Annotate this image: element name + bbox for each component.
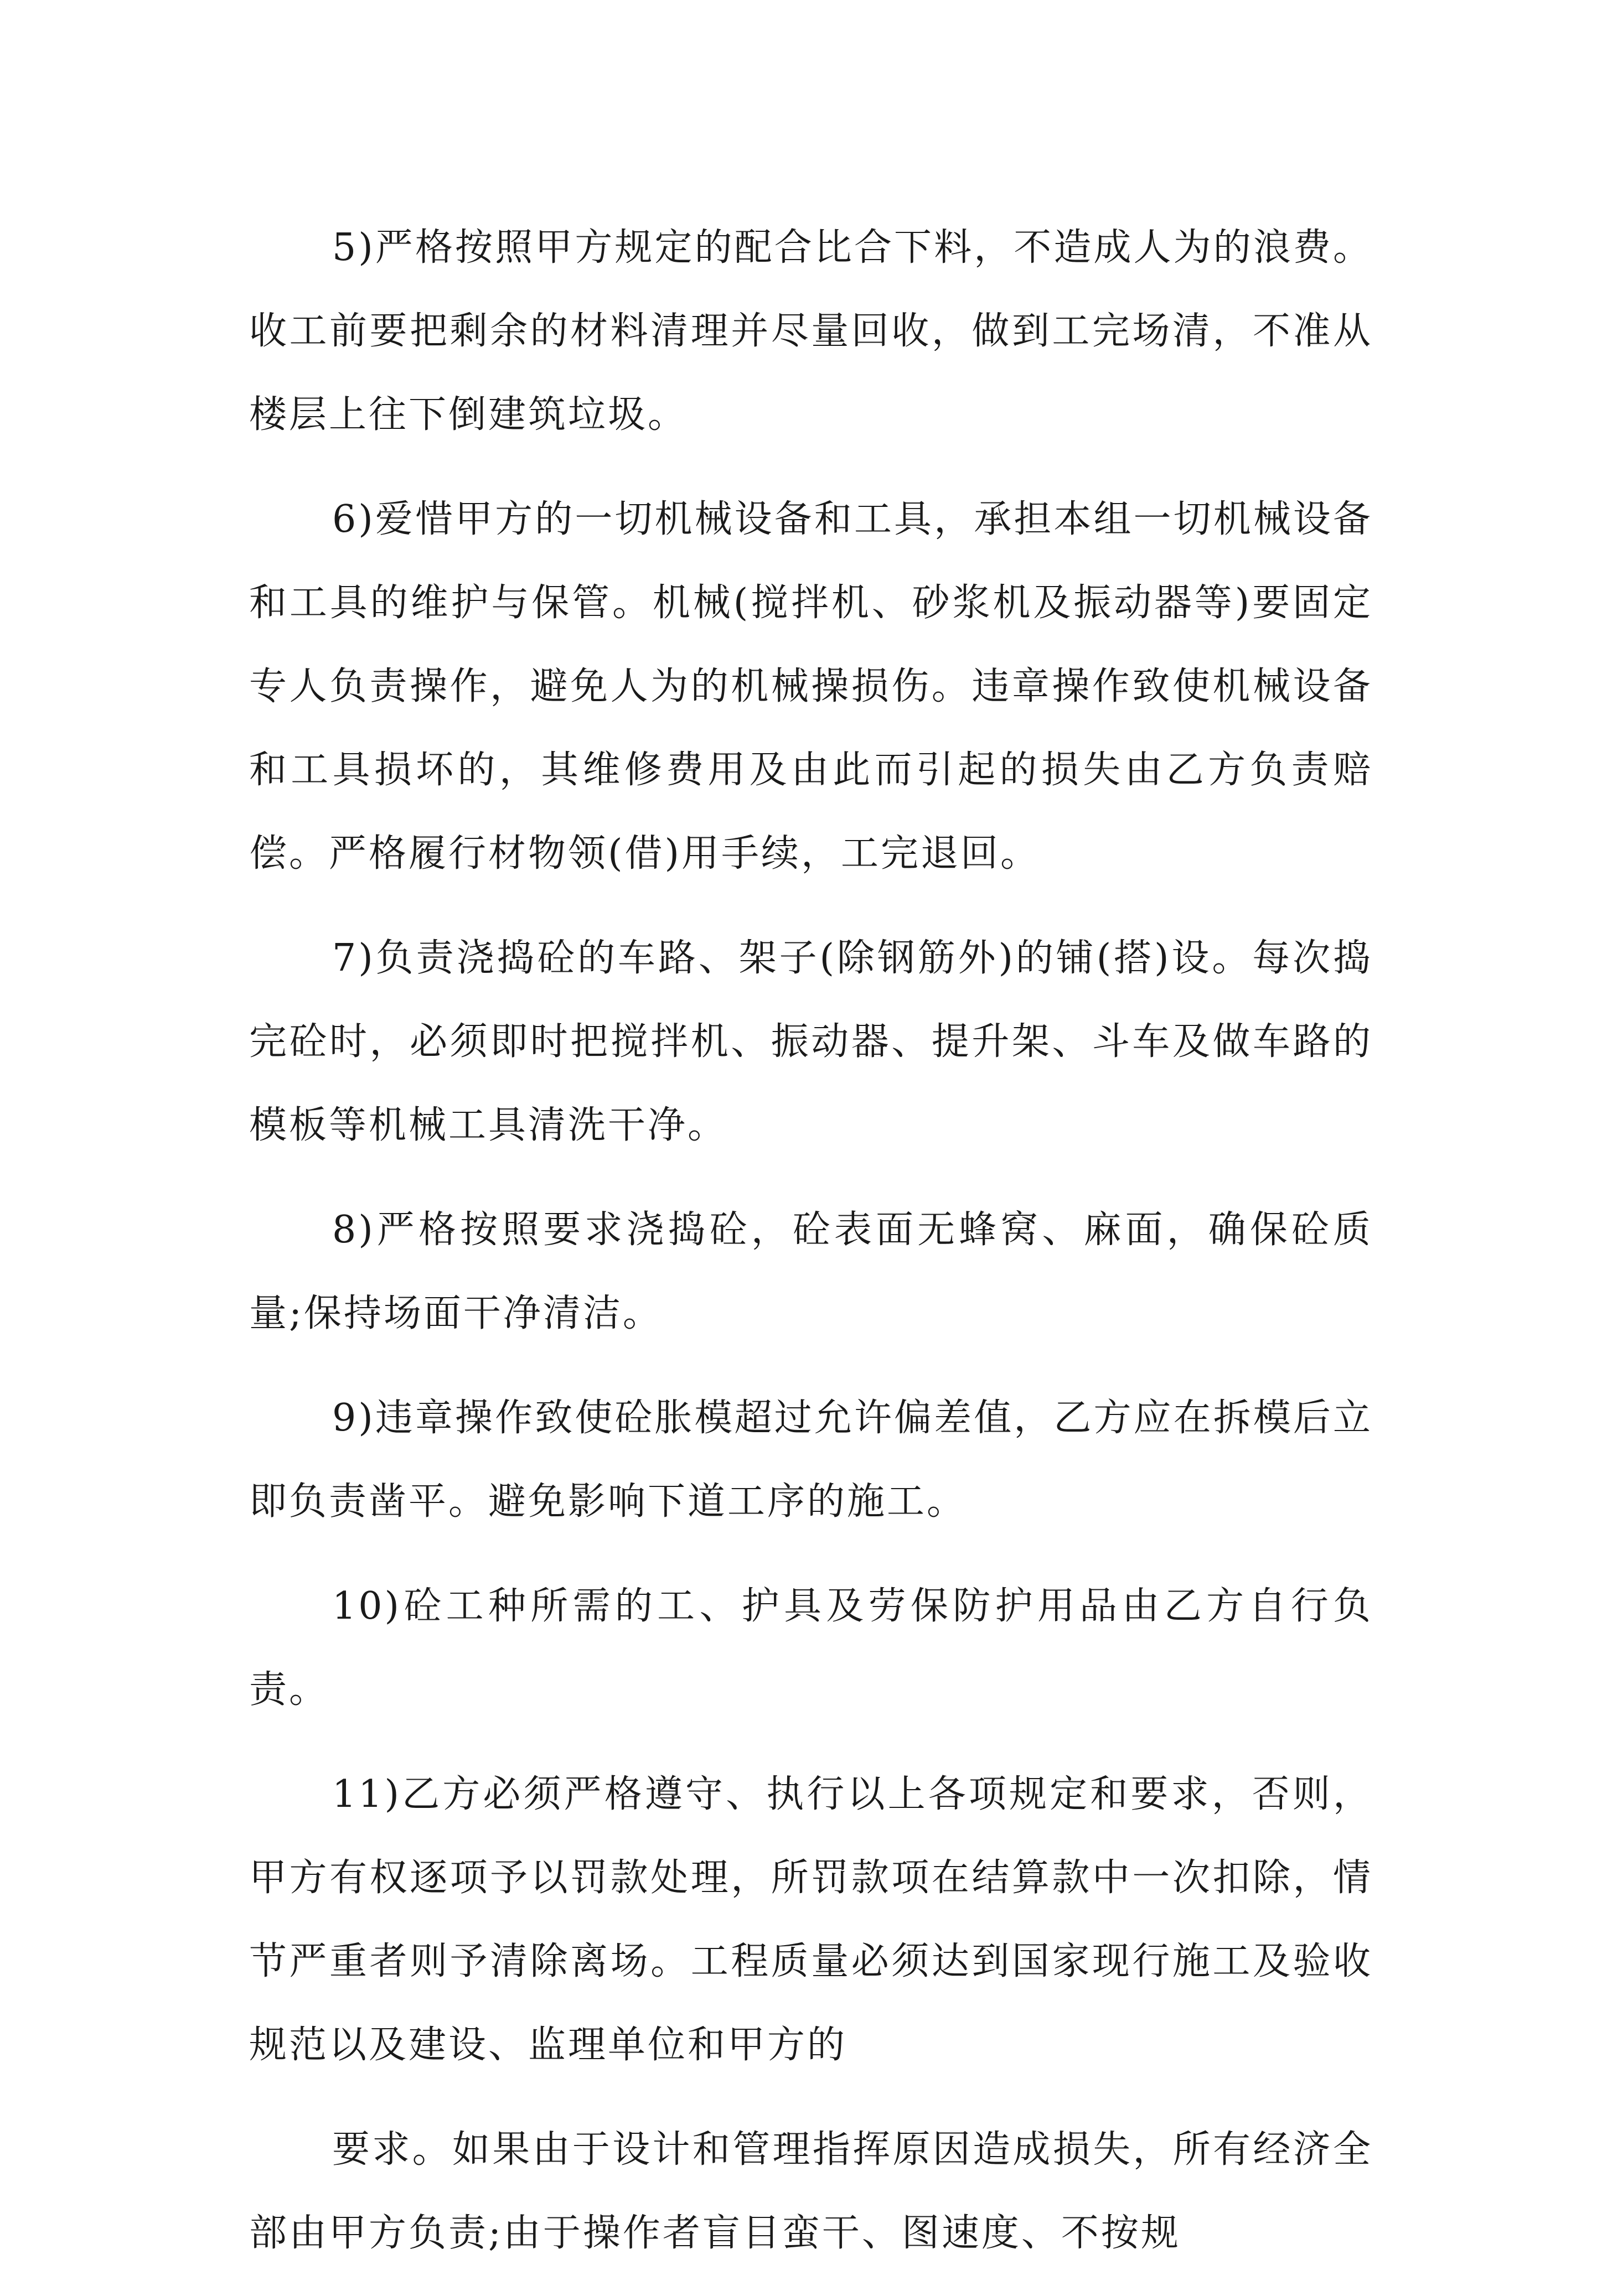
paragraph-item-9: 9)违章操作致使砼胀模超过允许偏差值，乙方应在拆模后立即负责凿平。避免影响下道工序的施工。 (249, 1396, 1373, 1523)
paragraph-item-10: 10)砼工种所需的工、护具及劳保防护用品由乙方自行负责。 (249, 1584, 1373, 1712)
paragraph-item-11: 11)乙方必须严格遵守、执行以上各项规定和要求，否则，甲方有权逐项予以罚款处理，所罚款项在结算款中一次扣除，情节严重者则予清除离场。工程质量必须达到国家现行施工及验收规范以及建设、监理单位和甲方的 (249, 1772, 1373, 2067)
paragraph-item-7: 7)负责浇捣砼的车路、架子(除钢筋外)的铺(搭)设。每次捣完砼时，必须即时把搅拌机、振动器、提升架、斗车及做车路的模板等机械工具清洗干净。 (249, 936, 1373, 1147)
document-body (249, 206, 1373, 2296)
paragraph-item-5: 5)严格按照甲方规定的配合比合下料，不造成人为的浪费。收工前要把剩余的材料清理并尽量回收，做到工完场清，不准从楼层上往下倒建筑垃圾。 (249, 226, 1373, 437)
paragraph-item-6: 6)爱惜甲方的一切机械设备和工具，承担本组一切机械设备和工具的维护与保管。机械(搅拌机、砂浆机及振动器等)要固定专人负责操作，避免人为的机械操损伤。违章操作致使机械设备和工具损坏的，其维修费用及由此而引起的损失由乙方负责赔偿。严格履行材物领(借)用手续，工完退回。 (249, 497, 1373, 875)
paragraph-continuation: 要求。如果由于设计和管理指挥原因造成损失，所有经济全部由甲方负责;由于操作者盲目蛮干、图速度、不按规 (249, 2128, 1373, 2255)
paragraph-item-8: 8)严格按照要求浇捣砼，砼表面无蜂窝、麻面，确保砼质量;保持场面干净清洁。 (249, 1208, 1373, 1335)
